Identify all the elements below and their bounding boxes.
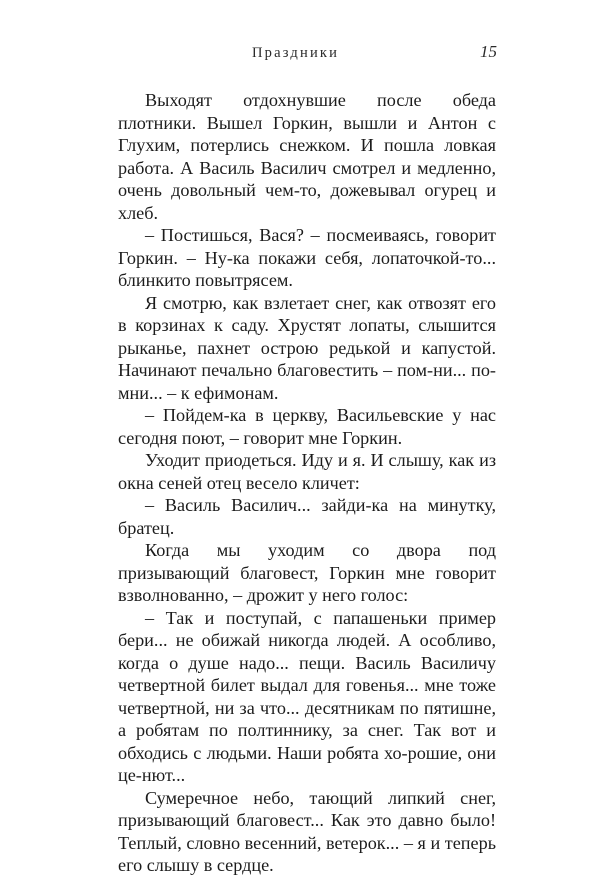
paragraph: Выходят отдохнувшие после обеда плотники. Вышел Горкин, вышли и Антон с Глухим, потерлись снежком. И пошла ловкая работа. А Василь Василич смотрел и медленно, очень довольный чем-то, дожевывал огурец и хлеб. [118,90,496,223]
paragraph: – Постишься, Вася? – посмеиваясь, говорит Горкин. – Ну-ка покажи себя, лопаточкой-то... блинкито повытрясем. [118,225,496,290]
paragraph: – Василь Василич... зайди-ка на минутку, братец. [118,495,496,538]
paragraph: – Так и поступай, с папашеньки пример бери... не обижай никогда людей. А особливо, когда о душе надо... пещи. Василь Василичу четвертной билет выдал для говенья... мне тоже четвертной, ни за что... десятникам по пятишне, а робятам по полтиннику, за снег. Так вот и обходись с людьми. Наши робята хо-рошие, они це-нют... [118,607,496,785]
page-number: 15 [480,42,497,61]
paragraph: Когда мы уходим со двора под призывающий благовест, Горкин мне говорит взволнованно, – дрожит у него голос: [118,540,496,605]
paragraph: – Пойдем-ка в церкву, Васильевские у нас сегодня поют, – говорит мне Горкин. [118,405,496,448]
paragraph: Я смотрю, как взлетает снег, как отвозят его в корзинах к саду. Хрустят лопаты, слышится рыканье, пахнет острою редькой и капустой. Начинают печально благовестить – пом-ни... по-мни... – к ефимонам. [118,292,496,403]
paragraph: Уходит приодеться. Иду и я. И слышу, как из окна сеней отец весело кличет: [118,450,496,493]
body-text [118,89,496,877]
running-title: Праздники [252,45,340,61]
paragraph: Сумеречное небо, тающий липкий снег, призывающий благовест... Как это давно было! Теплый, словно весенний, ветерок... – я и теперь его слышу в сердце. [118,787,496,875]
